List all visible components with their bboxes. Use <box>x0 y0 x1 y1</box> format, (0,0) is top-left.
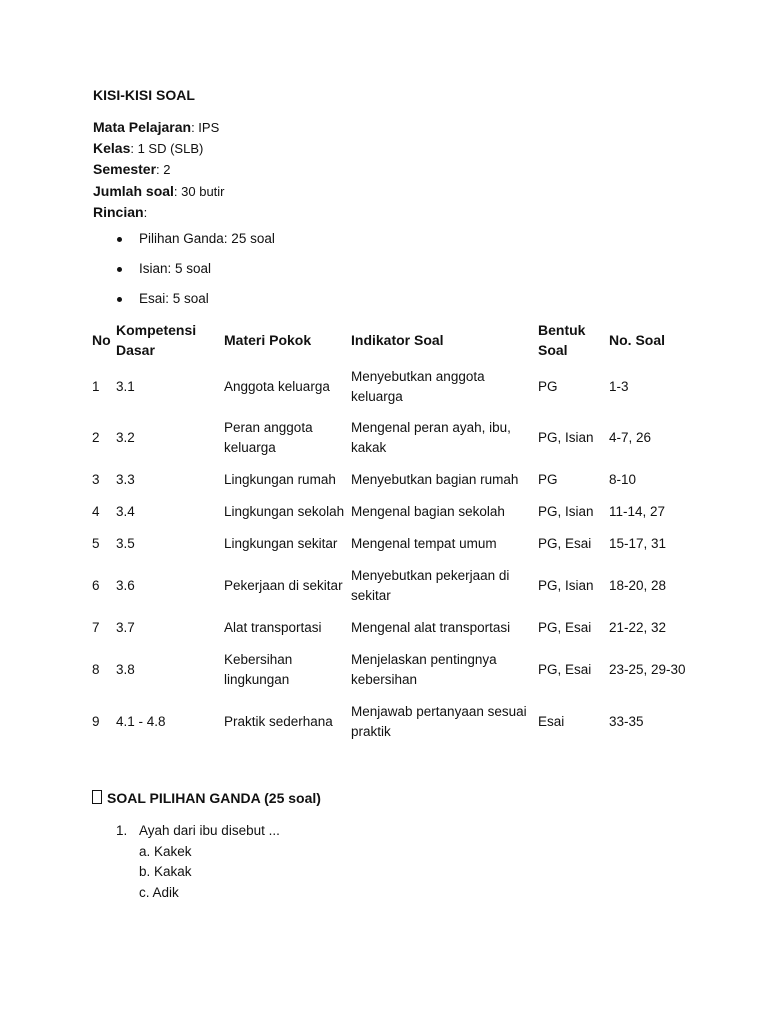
table-cell: 5 <box>92 535 100 551</box>
meta-row-total <box>93 181 225 202</box>
table-cell: Praktik sederhana <box>224 713 333 729</box>
table-cell: Lingkungan sekitar <box>224 535 338 551</box>
table-cell: 3.8 <box>116 661 135 677</box>
table-cell: PG, Isian <box>538 429 594 445</box>
table-cell: 6 <box>92 577 100 593</box>
meta-row-detail <box>93 202 225 223</box>
column-header: Bentuk Soal <box>538 321 586 358</box>
meta-label: Kelas <box>93 140 131 157</box>
table-cell: Peran anggota keluarga <box>224 419 313 455</box>
table-cell: 18-20, 28 <box>609 577 667 593</box>
answer-option: a. Kakek <box>139 843 192 859</box>
table-cell: Esai <box>538 713 565 729</box>
table-cell: 4-7, 26 <box>609 429 652 445</box>
meta-value: : IPS <box>191 120 220 135</box>
answer-option: b. Kakak <box>139 864 192 879</box>
detail-list <box>0 229 275 319</box>
table-cell: Mengenal tempat umum <box>351 535 497 551</box>
meta-row-semester <box>93 159 225 180</box>
subject-info <box>93 117 225 223</box>
table-cell: PG, Esai <box>538 619 592 635</box>
question-text: Ayah dari ibu disebut ... <box>139 823 280 838</box>
table-row <box>92 362 689 412</box>
meta-row-subject <box>93 117 225 138</box>
table-row <box>92 464 689 496</box>
table-row <box>92 560 689 612</box>
table-cell: 23-25, 29-30 <box>609 661 686 677</box>
meta-value: : 30 butir <box>173 183 225 199</box>
table-row <box>92 612 689 644</box>
table-row <box>92 528 689 560</box>
table-cell: 3.1 <box>116 378 135 394</box>
table-cell: 7 <box>92 619 100 635</box>
box-glyph-icon <box>92 790 102 804</box>
table-cell: 3.6 <box>116 577 135 593</box>
question-number: 1. <box>116 823 128 838</box>
table-cell: 3 <box>92 471 100 487</box>
list-item: Pilihan Ganda: 25 soal <box>0 229 275 259</box>
list-item: Esai: 5 soal <box>0 289 275 319</box>
table-cell: PG, Esai <box>538 661 592 677</box>
table-cell: 4.1 - 4.8 <box>116 713 166 729</box>
table-cell: 3.2 <box>116 429 135 445</box>
table-row <box>92 496 689 528</box>
table-cell: 21-22, 32 <box>609 619 667 635</box>
column-header: Materi Pokok <box>224 331 312 348</box>
column-header: No <box>92 331 111 348</box>
table-row <box>92 412 689 464</box>
table-cell: 9 <box>92 713 100 729</box>
section-heading-text: SOAL PILIHAN GANDA (25 soal) <box>107 790 321 806</box>
table-cell: Menjawab pertanyaan sesuai praktik <box>351 703 527 739</box>
table-cell: PG <box>538 378 558 394</box>
table-cell: 3.7 <box>116 619 135 635</box>
question-item <box>116 821 280 903</box>
table-cell: Menyebutkan anggota keluarga <box>351 368 485 404</box>
table-cell: Pekerjaan di sekitar <box>224 577 343 593</box>
table-cell: PG, Isian <box>538 503 594 519</box>
table-cell: PG, Isian <box>538 577 594 593</box>
meta-value: : 1 SD (SLB) <box>130 141 204 157</box>
answer-option: c. Adik <box>139 884 179 900</box>
table-cell: 8 <box>92 661 100 677</box>
meta-value: : 2 <box>156 162 171 178</box>
blueprint-table <box>92 318 689 748</box>
table-cell: 3.5 <box>116 535 135 551</box>
list-item: Isian: 5 soal <box>0 259 275 289</box>
table-cell: 4 <box>92 503 100 519</box>
document-title: KISI-KISI SOAL <box>93 87 195 103</box>
table-cell: Mengenal peran ayah, ibu, kakak <box>351 419 511 455</box>
table-cell: Menjelaskan pentingnya kebersihan <box>351 651 497 687</box>
table-cell: Mengenal alat transportasi <box>351 619 511 635</box>
table-cell: Kebersihan lingkungan <box>224 651 293 687</box>
meta-value: : <box>143 204 148 220</box>
section-heading <box>92 790 321 806</box>
table-cell: 3.4 <box>116 503 135 519</box>
table-cell: Menyebutkan bagian rumah <box>351 471 519 487</box>
table-cell: 33-35 <box>609 713 644 729</box>
meta-label: Mata Pelajaran <box>93 119 192 135</box>
table-cell: 1 <box>92 378 100 394</box>
table-cell: Lingkungan rumah <box>224 471 336 487</box>
meta-label: Semester <box>93 161 157 178</box>
table-cell: PG, Esai <box>538 535 592 551</box>
table-cell: 8-10 <box>609 471 637 487</box>
column-header: Indikator Soal <box>351 331 444 348</box>
table-cell: 1-3 <box>609 378 629 394</box>
table-cell: 2 <box>92 429 100 445</box>
table-cell: Alat transportasi <box>224 619 322 635</box>
table-row <box>92 696 689 748</box>
table-cell: 11-14, 27 <box>609 503 666 519</box>
table-cell: 3.3 <box>116 471 135 487</box>
meta-label: Rincian <box>93 203 144 220</box>
table-cell: Menyebutkan pekerjaan di sekitar <box>351 567 510 603</box>
question-text-row <box>116 821 280 842</box>
table-cell: Lingkungan sekolah <box>224 503 345 519</box>
column-header: No. Soal <box>609 331 666 348</box>
column-header: Kompetensi Dasar <box>116 321 197 358</box>
table-cell: Anggota keluarga <box>224 378 330 394</box>
meta-label: Jumlah soal <box>93 182 174 199</box>
table-cell: 15-17, 31 <box>609 535 667 551</box>
table-cell: PG <box>538 471 558 487</box>
table-header-row <box>92 318 689 362</box>
table-cell: Mengenal bagian sekolah <box>351 503 505 519</box>
table-row <box>92 644 689 696</box>
meta-row-class <box>93 138 225 159</box>
